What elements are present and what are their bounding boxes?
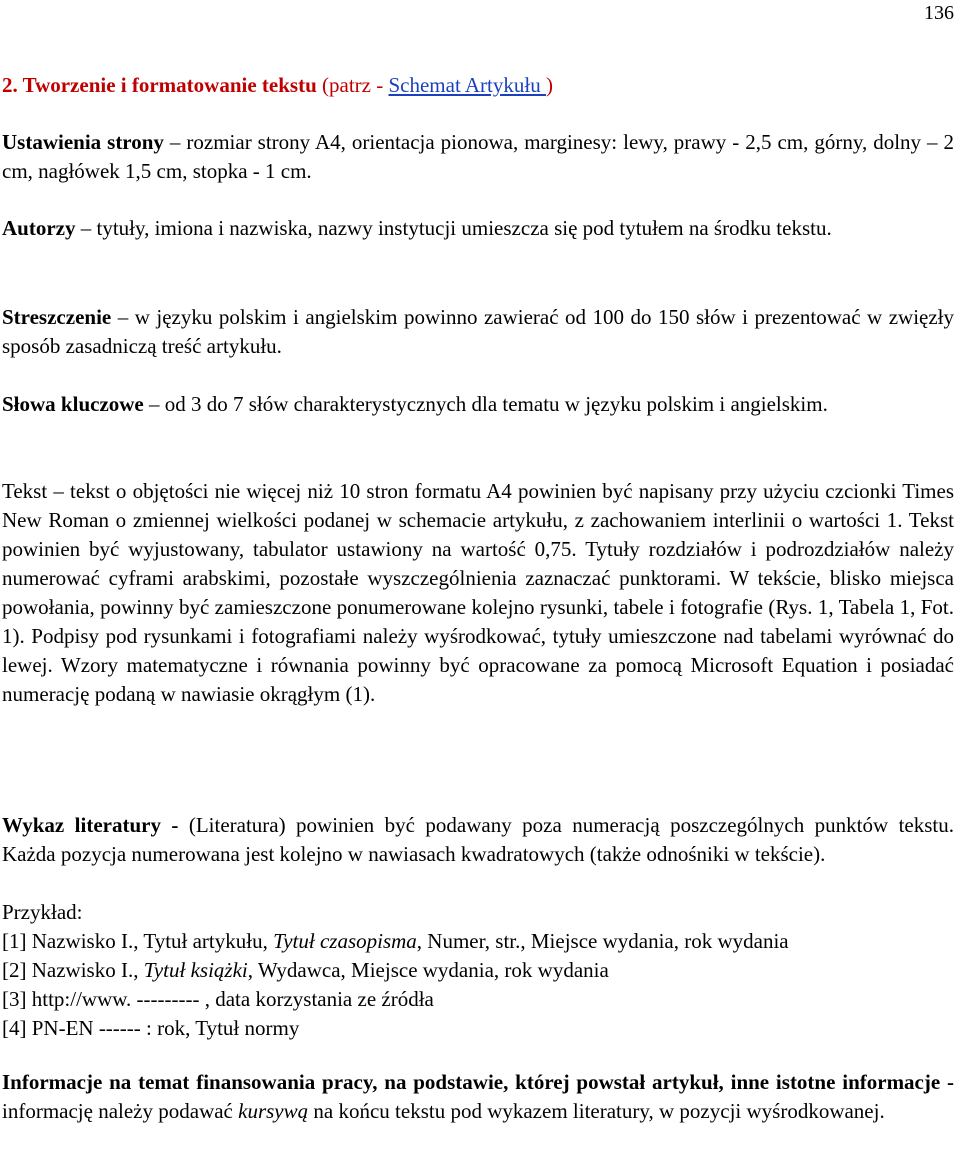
reference-item [2, 956, 954, 985]
paragraph-informacje [2, 1068, 954, 1126]
text-ustawienia: – rozmiar strony A4, orientacja pionowa, marginesy: lewy, prawy - 2,5 cm, górny, dolny – 2 cm, nagłówek 1,5 cm, stopka - 1 cm. [2, 130, 954, 183]
reference-item [2, 927, 954, 956]
paragraph-streszczenie [2, 303, 954, 361]
page-number: 136 [924, 2, 954, 24]
ref2-a: [2] Nazwisko I., [2, 958, 144, 982]
paragraph-slowa-kluczowe [2, 390, 954, 419]
term-ustawienia: Ustawienia strony [2, 130, 164, 154]
ref1-b: , Numer, str., Miejsce wydania, rok wydania [416, 929, 789, 953]
text-slowa-kluczowe: – od 3 do 7 słów charakterystycznych dla tematu w języku polskim i angielskim. [143, 392, 828, 416]
reference-item: [4] PN-EN ------ : rok, Tytuł normy [2, 1016, 300, 1040]
schemat-artykulu-link[interactable]: Schemat Artykułu [388, 73, 546, 97]
przyklad-label: Przykład: [2, 900, 83, 924]
ref2-b: , Wydawca, Miejsce wydania, rok wydania [247, 958, 609, 982]
term-wykaz-literatury: Wykaz literatury - [2, 813, 179, 837]
term-informacje: Informacje na temat finansowania pracy, na podstawie, której powstał artykuł, inne istotne informacje - [2, 1070, 954, 1094]
text-autorzy: – tytuły, imiona i nazwiska, nazwy instytucji umieszcza się pod tytułem na środku tekstu. [75, 216, 832, 240]
heading-paren-open: (patrz - [316, 73, 389, 97]
paragraph-autorzy [2, 214, 954, 243]
reference-item: [3] http://www. --------- , data korzystania ze źródła [2, 987, 434, 1011]
ref2-italic: Tytuł książki [143, 958, 248, 982]
section-heading [2, 71, 952, 99]
paragraph-tekst: Tekst – tekst o objętości nie więcej niż 10 stron formatu A4 powinien być napisany przy użyciu czcionki Times New Roman o zmiennej wielkości podanej w schemacie artykułu, z zachowaniem interlinii o wartości 1. Tekst powinien być wyjustowany, tabulator ustawiony na wartość 0,75. Tytuły rozdziałów i podrozdziałów należy numerować cyframi arabskimi, pozostałe wyszczególnienia zaznaczać punktorami. W tekście, blisko miejsca powołania, powinny być zamieszczone ponumerowane kolejno rysunki, tabele i fotografie (Rys. 1, Tabela 1, Fot. 1). Podpisy pod rysunkami i fotografiami należy wyśrodkować, tytuły umieszczone nad tabelami wyrównać do lewej. Wzory matematyczne i równania powinny być opracowane za pomocą Microsoft Equation i posiadać numerację podaną w nawiasie okrągłym (1). [2, 479, 954, 706]
term-slowa-kluczowe: Słowa kluczowe [2, 392, 144, 416]
text-informacje-italic: kursywą [238, 1099, 309, 1123]
text-informacje-b: na końcu tekstu pod wykazem literatury, w pozycji wyśrodkowanej. [308, 1099, 885, 1123]
heading-title: 2. Tworzenie i formatowanie tekstu [2, 73, 317, 97]
text-streszczenie: – w języku polskim i angielskim powinno zawierać od 100 do 150 słów i prezentować w zwięzły sposób zasadniczą treść artykułu. [2, 305, 954, 358]
ref1-italic: Tytuł czasopisma [273, 929, 417, 953]
text-informacje-a: informację należy podawać [2, 1099, 239, 1123]
ref1-a: [1] Nazwisko I., Tytuł artykułu, [2, 929, 274, 953]
paragraph-ustawienia [2, 128, 954, 186]
heading-paren-close: ) [545, 73, 553, 97]
paragraph-wykaz-literatury [2, 811, 954, 869]
term-streszczenie: Streszczenie [2, 305, 112, 329]
term-autorzy: Autorzy [2, 216, 76, 240]
text-wykaz-literatury: (Literatura) powinien być podawany poza numeracją poszczególnych punktów tekstu. Każda pozycja numerowana jest kolejno w nawiasach kwadratowych (także odnośniki w tekście). [2, 813, 954, 866]
